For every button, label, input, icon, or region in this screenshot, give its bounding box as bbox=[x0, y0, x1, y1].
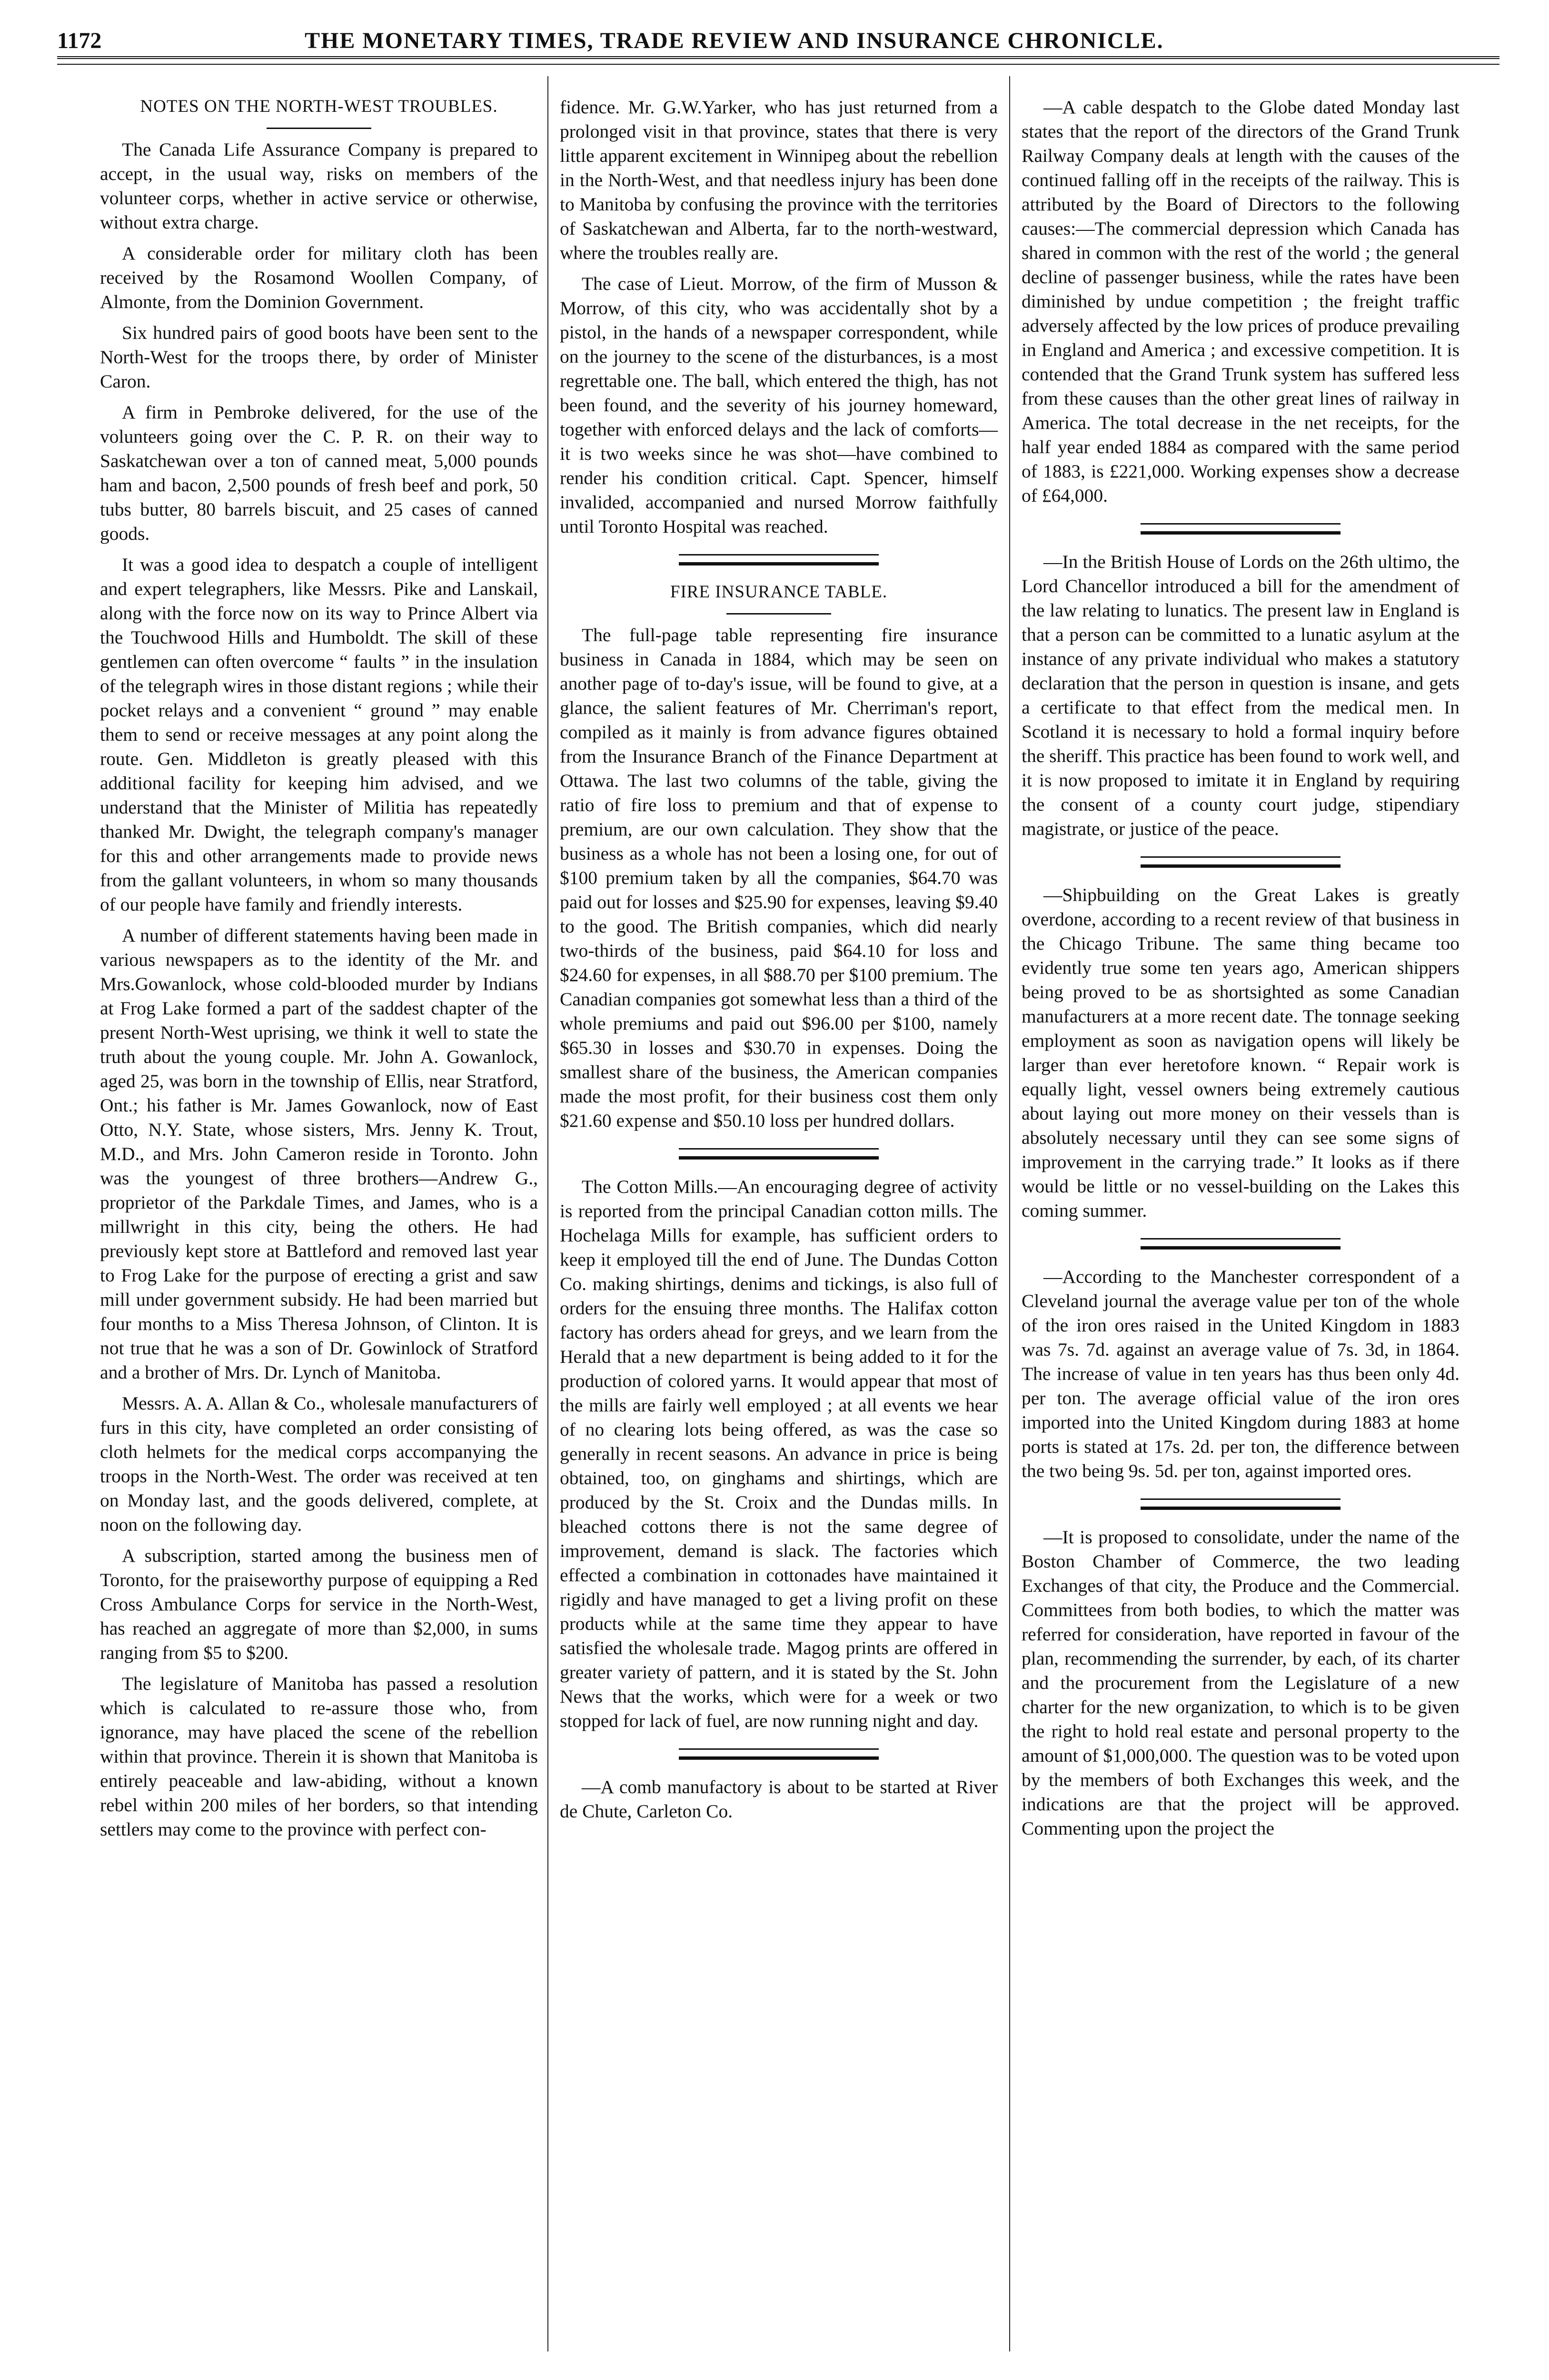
column-1 bbox=[100, 95, 538, 1848]
column-divider bbox=[1009, 76, 1010, 2351]
section-separator bbox=[1141, 1498, 1340, 1510]
paragraph: —Shipbuilding on the Great Lakes is greatly overdone, according to a recent review of that business in the Chicago Tribune. The same thing became too evidently true some ten years ago, American shippers being proved to be as shortsighted as some Canadian manufacturers at a more recent date. The tonnage seeking employment as soon as navigation opens will likely be larger than ever heretofore known. “ Repair work is equally light, vessel owners being extremely cautious about laying out more money on their vessels than is absolutely necessary until they can see some signs of improvement in the carrying trade.” It looks as if there would be little or no vessel-building on the Lakes this coming summer. bbox=[1022, 884, 1460, 1221]
paragraph: A firm in Pembroke delivered, for the use of the volunteers going over the C. P. R. on their way to Saskatchewan over a ton of canned meat, 5,000 pounds ham and bacon, 2,500 pounds of fresh beef and pork, 50 tubs butter, 80 barrels biscuit, and 25 cases of canned goods. bbox=[100, 402, 538, 544]
paragraph: A subscription, started among the business men of Toronto, for the praiseworthy purpose of equipping a Red Cross Ambulance Corps for service in the North-West, has reached an aggregate of more than $2,000, in sums ranging from $5 to $200. bbox=[100, 1545, 538, 1663]
paragraph: It was a good idea to despatch a couple of intelligent and expert telegraphers, like Messrs. Pike and Lanskail, along with the force now on its way to Prince Albert via the Touchwood Hills and Humboldt. The skill of these gentlemen can often overcome “ faults ” in the insulation of the telegraph wires in those distant regions ; while their pocket relays and a convenient “ ground ” may enable them to send or receive messages at any point along the route. Gen. Middleton is greatly pleased with this additional facility for keeping him advised, and we understand that the Minister of Militia has repeatedly thanked Mr. Dwight, the telegraph company's manager for this and other arrangements made to provide news from the gallant volunteers, in whom so many thousands of our people have family and friendly interests. bbox=[100, 554, 538, 915]
section-separator bbox=[1141, 1238, 1340, 1250]
masthead-rule-thin bbox=[57, 64, 1499, 65]
publication-title: THE MONETARY TIMES, TRADE REVIEW AND INSURANCE CHRONICLE. bbox=[305, 28, 1164, 53]
page-number: 1172 bbox=[57, 28, 102, 53]
masthead bbox=[57, 28, 1499, 56]
paragraph: The full-page table representing fire insurance business in Canada in 1884, which may be seen on another page of to-day's issue, will be found to give, at a glance, the salient features of Mr. Cherriman's report, compiled as it mainly is from advance figures obtained from the Insurance Branch of the Finance Department at Ottawa. The last two columns of the table, giving the ratio of fire loss to premium and that of expense to premium, are our own calculation. They show that the business as a whole has not been a losing one, for out of $100 premium taken by all the companies, $64.70 was paid out for losses and $25.90 for expenses, leaving $9.40 to the good. The British companies, which did nearly two-thirds of the business, paid $64.10 for loss and $24.60 for expenses, in all $88.70 per $100 premium. The Canadian companies got somewhat less than a third of the whole premiums and paid out $96.00 per $100, namely $65.30 in losses and $30.70 in expenses. Doing the smallest share of the business, the American companies made the most profit, for their business cost them only $21.60 expense and $50.10 loss per hundred dollars. bbox=[560, 625, 998, 1131]
section-separator bbox=[679, 1748, 879, 1760]
paragraph: —A comb manufactory is about to be started at River de Chute, Carleton Co. bbox=[560, 1776, 998, 1822]
paragraph: The Cotton Mills.—An encouraging degree of activity is reported from the principal Canadian cotton mills. The Hochelaga Mills for example, has sufficient orders to keep it employed till the end of June. The Dundas Cotton Co. making shirtings, denims and tickings, is also full of orders for the ensuing three months. The Halifax cotton factory has orders ahead for greys, and we learn from the Herald that a new department is being added to it for the production of colored yarns. It would appear that most of the mills are fairly well employed ; at all events we hear of no clearing lots being offered, as was the case so generally in recent seasons. An advance in price is being obtained, too, on ginghams and shirtings, which are produced by the St. Croix and the Dundas mills. In bleached cottons there is not the same degree of improvement, demand is slack. The factories which effected a combination in cottonades have maintained it rigidly and have managed to get a living profit on these products while at the same time they appear to have satisfied the wholesale trade. Magog prints are offered in greater variety of pattern, and it is stated by the St. John News that the works, which were for a week or two stopped for lack of fuel, are now running night and day. bbox=[560, 1176, 998, 1731]
column-2 bbox=[560, 95, 998, 1830]
paragraph: fidence. Mr. G.W.Yarker, who has just returned from a prolonged visit in that province, states that there is very little apparent excitement in Winnipeg about the rebellion in the North-West, and that needless injury has been done to Manitoba by confusing the province with the territories of Saskatchewan and Alberta, far to the north-westward, where the troubles really are. bbox=[560, 97, 998, 263]
paragraph: A number of different statements having been made in various newspapers as to the identity of the Mr. and Mrs.Gowanlock, whose cold-blooded murder by Indians at Frog Lake formed a part of the saddest chapter of the present North-West uprising, we think it well to state the truth about the young couple. Mr. John A. Gowanlock, aged 25, was born in the township of Ellis, near Stratford, Ont.; his father is Mr. James Gowanlock, now of East Otto, N.Y. State, whose sisters, Mrs. Jenny K. Trout, M.D., and Mrs. John Cameron reside in Toronto. John was the youngest of three brothers—Andrew G., proprietor of the Parkdale Times, and James, who is a millwright in this city, being the others. He had previously kept store at Battleford and removed last year to Frog Lake for the purpose of erecting a grist and saw mill under government subsidy. He had been married but four months to a Miss Theresa Johnson, of Clinton. It is not true that he was a son of Dr. Gowinlock of Stratford and a brother of Mrs. Dr. Lynch of Manitoba. bbox=[100, 925, 538, 1383]
paragraph: —According to the Manchester correspondent of a Cleveland journal the average value per ton of the whole of the iron ores raised in the United Kingdom in 1883 was 7s. 7d. against an average value of 7s. 3d, in 1864. The increase of value in ten years has thus been only 4d. per ton. The average official value of the iron ores imported into the United Kingdom during 1883 at home ports is stated at 17s. 2d. per ton, the difference between the two being 9s. 5d. per ton, against imported ores. bbox=[1022, 1266, 1460, 1481]
section-heading: FIRE INSURANCE TABLE. bbox=[670, 582, 888, 602]
section-separator bbox=[1141, 523, 1340, 535]
section-heading: NOTES ON THE NORTH-WEST TROUBLES. bbox=[140, 97, 498, 116]
paragraph: —It is proposed to consolidate, under the name of the Boston Chamber of Commerce, the two leading Exchanges of that city, the Produce and the Commercial. Committees from both bodies, to which the matter was referred for consideration, have reported in favour of the plan, recommending the surrender, by each, of its charter and the procurement from the Legislature of a new charter for the new organization, to which is to be given the right to hold real estate and personal property to the amount of $1,000,000. The question was to be voted upon by the members of both Exchanges this week, and the indications are that the project will be approved. Commenting upon the project the bbox=[1022, 1527, 1460, 1839]
paragraph: The Canada Life Assurance Company is prepared to accept, in the usual way, risks on members of the volunteer corps, whether in active service or otherwise, without extra charge. bbox=[100, 139, 538, 233]
paragraph: Messrs. A. A. Allan & Co., wholesale manufacturers of furs in this city, have completed an order consisting of cloth helmets for the medical corps accompanying the troops in the North-West. The order was received at ten on Monday last, and the goods delivered, complete, at noon on the following day. bbox=[100, 1393, 538, 1535]
paragraph: The legislature of Manitoba has passed a resolution which is calculated to re-assure those who, from ignorance, may have placed the scene of the rebellion within that province. Therein it is shown that Manitoba is entirely peaceable and law-abiding, without a known rebel within 200 miles of her borders, so that intending settlers may come to the province with perfect con- bbox=[100, 1673, 538, 1840]
column-divider bbox=[547, 76, 548, 2351]
column-3 bbox=[1022, 95, 1460, 1847]
heading-rule bbox=[726, 613, 831, 615]
heading-rule bbox=[267, 128, 371, 129]
paragraph: A considerable order for military cloth has been received by the Rosamond Woollen Company, of Almonte, from the Dominion Government. bbox=[100, 243, 538, 312]
paragraph: —In the British House of Lords on the 26th ultimo, the Lord Chancellor introduced a bill for the amendment of the law relating to lunatics. The present law in England is that a person can be committed to a lunatic asylum at the instance of any private individual who makes a statutory declaration that the person in question is insane, and gets a certificate to that effect from the medical men. In Scotland it is necessary to hold a formal inquiry before the sheriff. This practice has been found to work well, and it is now proposed to imitate it in England by requiring the consent of a county court judge, stipendiary magistrate, or justice of the peace. bbox=[1022, 551, 1460, 839]
paragraph: —A cable despatch to the Globe dated Monday last states that the report of the directors of the Grand Trunk Railway Company deals at length with the causes of the continued falling off in the receipts of the railway. This is attributed by the Board of Directors to the following causes:—The commercial depression which Canada has shared in common with the rest of the world ; the general decline of passenger business, while the rates have been diminished by undue competition ; the freight traffic adversely affected by the low prices of produce prevailing in England and America ; and excessive competition. It is contended that the Grand Trunk system has suffered less from these causes than the other great lines of railway in America. The total decrease in the net receipts, for the half year ended 1884 as compared with the same period of 1883, is £221,000. Working expenses show a decrease of £64,000. bbox=[1022, 97, 1460, 506]
paragraph: The case of Lieut. Morrow, of the firm of Musson & Morrow, of this city, who was accidentally shot by a pistol, in the hands of a newspaper correspondent, while on the journey to the scene of the disturbances, is a most regrettable one. The ball, which entered the thigh, has not been found, and the severity of his journey homeward, together with enforced delays and the lack of comforts—it is two weeks since he was shot—have combined to render his condition critical. Capt. Spencer, himself invalided, accompanied and nursed Morrow faithfully until Toronto Hospital was reached. bbox=[560, 273, 998, 537]
section-separator bbox=[1141, 856, 1340, 868]
masthead-rule bbox=[57, 56, 1499, 59]
section-separator bbox=[679, 554, 879, 565]
paragraph: Six hundred pairs of good boots have been sent to the North-West for the troops there, by order of Minister Caron. bbox=[100, 322, 538, 392]
section-separator bbox=[679, 1148, 879, 1160]
